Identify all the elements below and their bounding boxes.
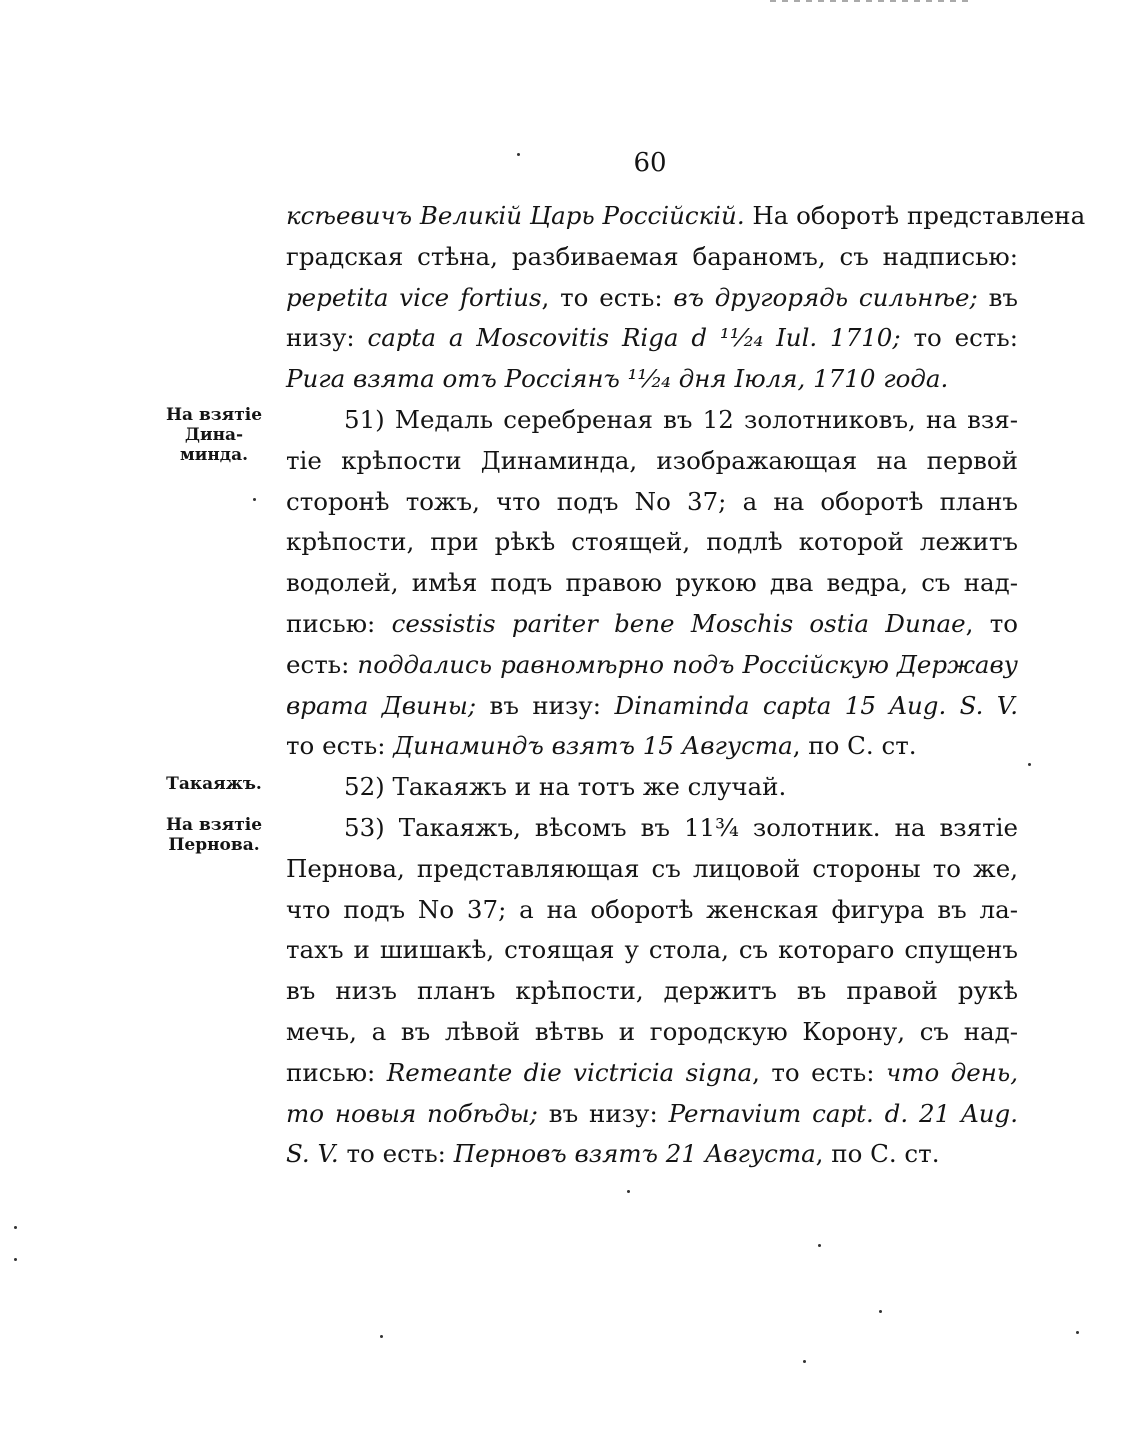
scan-speck bbox=[879, 1310, 882, 1313]
text-line bbox=[286, 196, 1086, 237]
scan-speck bbox=[803, 1360, 806, 1363]
text-run: Пернова, представляющая съ лицовой стороны то же, bbox=[286, 853, 1018, 883]
scan-speck bbox=[14, 1226, 17, 1229]
text-line bbox=[286, 563, 1018, 604]
text-run: въ низъ планъ крѣпости, держитъ въ правой рукѣ bbox=[286, 976, 1018, 1006]
main-text bbox=[286, 196, 1086, 1175]
text-line bbox=[286, 1012, 1018, 1053]
margin-note-pernova bbox=[150, 815, 278, 855]
italic-text-run: въ другорядь сильнѣе; bbox=[673, 282, 978, 312]
text-run: писью: bbox=[286, 1057, 387, 1087]
text-line bbox=[286, 441, 1018, 482]
text-run: въ bbox=[977, 282, 1018, 312]
text-line bbox=[286, 1134, 1018, 1175]
text-run: 52) Такаяжъ и на тотъ же случай. bbox=[344, 772, 787, 802]
text-line bbox=[286, 726, 1018, 767]
margin-note-line: На взятіе bbox=[165, 815, 263, 835]
text-line bbox=[286, 1094, 1018, 1135]
text-run: сторонѣ тожъ, что подъ No 37; а на оборотѣ планъ bbox=[286, 486, 1018, 516]
text-run: , по С. ст. bbox=[792, 731, 917, 761]
margin-note-line: Пернова. bbox=[168, 835, 260, 855]
text-run: то есть: bbox=[900, 323, 1019, 353]
text-run: есть: bbox=[286, 649, 358, 679]
text-run: На оборотѣ представлена bbox=[744, 201, 1086, 230]
scan-speck bbox=[253, 498, 256, 501]
margin-note-line: Дина- bbox=[184, 425, 244, 445]
text-line bbox=[286, 237, 1018, 278]
text-run: водолей, имѣя подъ правою рукою два ведра, съ над- bbox=[286, 568, 1018, 598]
italic-text-run: Перновъ взятъ 21 Августа bbox=[453, 1139, 816, 1169]
text-line bbox=[286, 400, 1018, 441]
text-line bbox=[286, 890, 1018, 931]
text-run: , то bbox=[965, 608, 1018, 638]
text-run: 51) Медаль серебреная въ 12 золотниковъ, на взя- bbox=[344, 404, 1018, 434]
scan-speck bbox=[517, 153, 520, 156]
italic-text-run: capta a Moscovitis Riga d ¹¹⁄₂₄ Iul. 1710; bbox=[367, 323, 901, 353]
italic-text-run: Dinaminda capta 15 Aug. S. V. bbox=[614, 690, 1018, 720]
text-run: писью: bbox=[286, 608, 392, 638]
text-run: крѣпости, при рѣкѣ стоящей, подлѣ которой лежитъ bbox=[286, 527, 1018, 557]
scan-speck bbox=[818, 1244, 821, 1247]
italic-text-run: cessistis pariter bene Moschis ostia Dunae bbox=[391, 608, 966, 638]
text-line bbox=[286, 278, 1018, 319]
text-line bbox=[286, 971, 1018, 1012]
italic-text-run: Динаминдъ взятъ 15 Августа bbox=[393, 731, 793, 761]
text-line bbox=[286, 359, 1018, 400]
text-run: градская стѣна, разбиваемая бараномъ, съ надписью: bbox=[286, 241, 1018, 271]
text-run: мечь, а въ лѣвой вѣтвь и городскую Корону, съ над- bbox=[286, 1016, 1018, 1046]
margin-note-line: минда. bbox=[179, 445, 249, 465]
text-line bbox=[286, 808, 1018, 849]
text-run: то есть: bbox=[338, 1139, 454, 1169]
text-run: въ низу: bbox=[476, 690, 615, 720]
italic-text-run: Remeante die victricia signa bbox=[386, 1057, 753, 1087]
margin-note-line: Такаяжъ. bbox=[166, 774, 262, 794]
text-line bbox=[286, 849, 1018, 890]
margin-note-dinaminda bbox=[150, 405, 278, 465]
italic-text-run: врата Двины; bbox=[286, 690, 477, 720]
margin-note-takayazh bbox=[150, 774, 278, 794]
text-run: низу: bbox=[286, 323, 368, 353]
text-run: тіе крѣпости Динаминда, изображающая на первой bbox=[286, 445, 1018, 475]
italic-text-run: поддались равномѣрно подъ Россійскую Державу bbox=[357, 649, 1019, 679]
scan-speck bbox=[1028, 763, 1031, 766]
text-line bbox=[286, 645, 1018, 686]
italic-text-run: то новыя побѣды; bbox=[286, 1098, 538, 1128]
scan-speck bbox=[380, 1335, 383, 1338]
text-line bbox=[286, 522, 1018, 563]
text-line bbox=[286, 1053, 1018, 1094]
text-run: , то есть: bbox=[752, 1057, 886, 1087]
text-run: , то есть: bbox=[541, 282, 674, 312]
italic-text-run: S. V. bbox=[286, 1139, 339, 1169]
page-number: 60 bbox=[633, 148, 667, 178]
text-line bbox=[286, 604, 1018, 645]
text-run: что подъ No 37; а на оборотѣ женская фигура въ ла- bbox=[286, 894, 1018, 924]
text-run: тахъ и шишакѣ, стоящая у стола, съ котораго спущенъ bbox=[286, 935, 1018, 965]
text-run: то есть: bbox=[286, 731, 394, 761]
text-run: въ низу: bbox=[537, 1098, 669, 1128]
italic-text-run: ксѣевичъ Великій Царь Россійскій. bbox=[286, 201, 745, 230]
italic-text-run: pepetita vice fortius bbox=[286, 282, 542, 312]
text-line bbox=[286, 767, 1018, 808]
scan-speck bbox=[14, 1258, 17, 1261]
text-run: , по С. ст. bbox=[815, 1139, 940, 1169]
text-line bbox=[286, 930, 1018, 971]
italic-text-run: Pernavium capt. d. 21 Aug. bbox=[668, 1098, 1019, 1128]
text-line bbox=[286, 686, 1018, 727]
text-run: 53) Такаяжъ, вѣсомъ въ 11¾ золотник. на взятіе bbox=[344, 812, 1018, 842]
margin-note-line: На взятіе bbox=[165, 405, 263, 425]
scan-speck bbox=[1076, 1331, 1079, 1334]
italic-text-run: Рига взята отъ Россіянъ ¹¹⁄₂₄ дня Іюля, 1710 года. bbox=[286, 364, 949, 394]
header-rule bbox=[770, 0, 970, 2]
text-line bbox=[286, 482, 1018, 523]
italic-text-run: что день, bbox=[886, 1057, 1018, 1087]
scan-speck bbox=[627, 1190, 630, 1193]
text-line bbox=[286, 318, 1018, 359]
